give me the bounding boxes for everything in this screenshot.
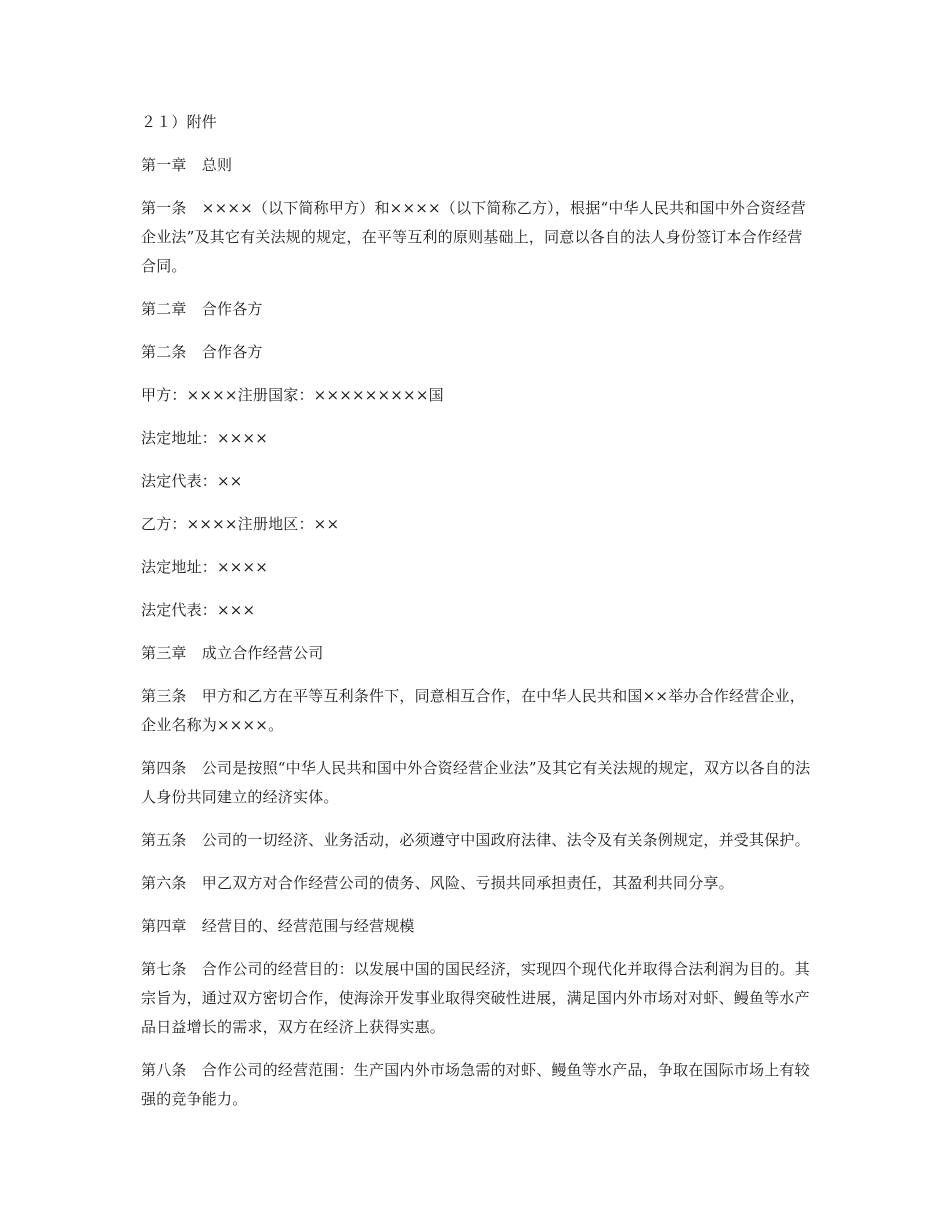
- article-1: 第一条 ××××（以下简称甲方）和××××（以下简称乙方），根据“中华人民共和国中外合资经营企业法”及其它有关法规的规定，在平等互利的原则基础上，同意以各自的法人身份签订本合作经营合同。: [141, 199, 806, 275]
- chapter-3-title: 第三章 成立合作经营公司: [141, 644, 324, 662]
- party-b-info: 乙方：××××注册地区：××: [141, 515, 340, 533]
- chapter-1-title: 第一章 总则: [141, 156, 233, 174]
- article-6: 第六条 甲乙双方对合作经营公司的债务、风险、亏损共同承担责任，其盈利共同分享。: [141, 874, 734, 892]
- attachment-heading: ２１）附件: [141, 113, 218, 131]
- chapter-2-title: 第二章 合作各方: [141, 300, 263, 318]
- party-a-address: 法定地址：××××: [141, 429, 269, 447]
- document-page: [141, 108, 813, 1128]
- chapter-4-title: 第四章 经营目的、经营范围与经营规模: [141, 917, 415, 935]
- party-b-representative: 法定代表：×××: [141, 601, 256, 619]
- article-4: 第四条 公司是按照“中华人民共和国中外合资经营企业法”及其它有关法规的规定，双方以各自的法人身份共同建立的经济实体。: [141, 759, 811, 806]
- party-b-address: 法定地址：××××: [141, 558, 269, 576]
- article-7: 第七条 合作公司的经营目的：以发展中国的国民经济，实现四个现代化并取得合法利润为目的。其宗旨为，通过双方密切合作，使海涂开发事业取得突破性进展，满足国内外市场对对虾、鳗鱼等水产品日益增长的需求，双方在经济上获得实惠。: [141, 960, 810, 1036]
- party-a-info: 甲方：××××注册国家：×××××××××国: [141, 386, 444, 404]
- party-a-representative: 法定代表：××: [141, 472, 243, 490]
- article-8: 第八条 合作公司的经营范围：生产国内外市场急需的对虾、鳗鱼等水产品，争取在国际市场上有较强的竞争能力。: [141, 1061, 810, 1108]
- article-5: 第五条 公司的一切经济、业务活动，必须遵守中国政府法律、法令及有关条例规定，并受其保护。: [141, 831, 810, 849]
- article-3: 第三条 甲方和乙方在平等互利条件下，同意相互合作，在中华人民共和国××举办合作经营企业，企业名称为××××。: [141, 687, 805, 734]
- article-2: 第二条 合作各方: [141, 343, 263, 361]
